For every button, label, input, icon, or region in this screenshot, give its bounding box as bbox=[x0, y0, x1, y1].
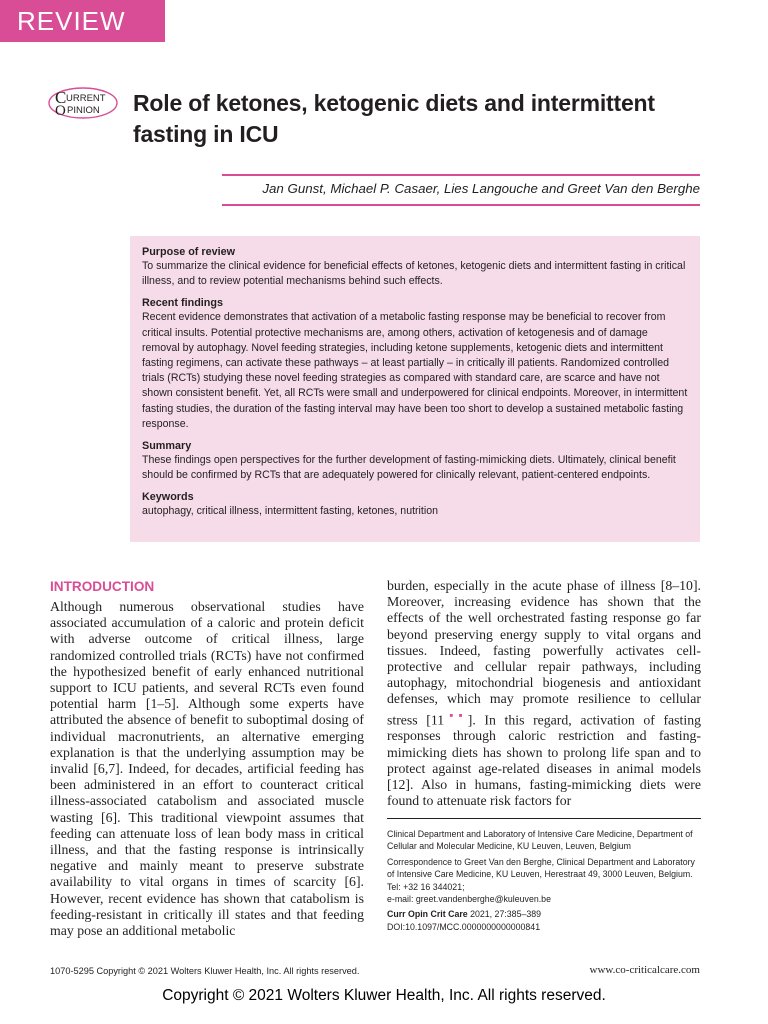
body-column-left bbox=[50, 578, 364, 939]
journal-website-link[interactable]: www.co-criticalcare.com bbox=[589, 964, 700, 976]
purpose-heading: Purpose of review bbox=[142, 246, 236, 258]
logo-line-urrent: URRENT bbox=[66, 93, 106, 104]
issn-copyright: 1070-5295 Copyright © 2021 Wolters Kluwer Health, Inc. All rights reserved. bbox=[50, 966, 360, 976]
logo-initial-o: O bbox=[55, 103, 66, 119]
keywords-heading: Keywords bbox=[142, 491, 194, 504]
copyright-notice: Copyright © 2021 Wolters Kluwer Health, Inc. All rights reserved. bbox=[162, 987, 606, 1004]
summary-text: These findings open perspectives for the further development of fasting-mimicking diets. Ultimately, clinical benefit should be confirmed by RCTs that are adequately powered for clinically relevant, patient-centered endpoints. bbox=[142, 454, 676, 482]
article-title: Role of ketones, ketogenic diets and intermittent fasting in ICU bbox=[133, 90, 655, 147]
current-opinion-logo bbox=[47, 86, 119, 120]
continued-text-a: burden, especially in the acute phase of illness [8–10]. Moreover, increasing evidence has shown that the effects of the well orchestrated fasting response go far beyond preserving energy supply to vital organs and tissues. Indeed, fasting powerfully activates cell-protective and cellular repair pathways, including autophagy, mitochondrial biogenesis and antioxidant defenses, which may promote resilience to cellular stress [11 bbox=[387, 578, 701, 728]
summary-heading: Summary bbox=[142, 440, 192, 453]
findings-text: Recent evidence demonstrates that activation of a metabolic fasting response may be beneficial to recover from critical insults. Potential protective mechanisms are, among others, activation of ketogenesis and of damage removal by autophagy. Novel feeding strategies, including ketone supplements, ketogenic diets and intermittent fasting regimens, can activate these pathways – at least partially – in critically ill patients. Randomized controlled trials (RCTs) studying these novel feeding strategies as compared with standard care, are scarce and have not shown consistent benefit. Yet, all RCTs were small and underpowered for clinical endpoints. Moreover, in intermittent fasting studies, the duration of the fasting interval may have been too short to develop a sustained metabolic fasting response. bbox=[142, 311, 688, 430]
reference-importance-marker: ▪▪ bbox=[444, 709, 468, 722]
introduction-continued-paragraph bbox=[387, 578, 701, 809]
structured-abstract bbox=[130, 236, 700, 542]
journal-citation: 2021, 27:385–389 bbox=[467, 909, 542, 920]
logo-initial-c: C bbox=[55, 88, 67, 107]
purpose-text: To summarize the clinical evidence for beneficial effects of ketones, ketogenic diets and intermittent fasting in critical illness, and to review potential mechanisms behind such effects. bbox=[142, 260, 686, 288]
introduction-heading: INTRODUCTION bbox=[50, 579, 155, 594]
correspondence-note bbox=[387, 856, 701, 906]
findings-heading: Recent findings bbox=[142, 297, 223, 310]
doi: DOI:10.1097/MCC.0000000000000841 bbox=[387, 921, 541, 932]
article-footnotes bbox=[387, 828, 701, 936]
footnote-rule bbox=[387, 818, 701, 819]
correspondence-address: Correspondence to Greet Van den Berghe, Clinical Department and Laboratory of Intensive Care Medicine, KU Leuven, Herestraat 49, 3000 Leuven, Belgium. Tel: +32 16 344021; bbox=[387, 856, 695, 892]
citation-note bbox=[387, 908, 701, 933]
author-rule-top bbox=[222, 174, 700, 176]
author-rule-bottom bbox=[222, 204, 700, 206]
logo-line-pinion: PINION bbox=[67, 105, 100, 116]
keywords-text: autophagy, critical illness, intermittent fasting, ketones, nutrition bbox=[142, 505, 438, 518]
correspondence-email: e-mail: greet.vandenberghe@kuleuven.be bbox=[387, 894, 551, 905]
introduction-paragraph: Although numerous observational studies have associated accumulation of a caloric and protein deficit with adverse outcome of critical illness, large randomized controlled trials (RCTs) have not confirmed the hypothesized benefit of early enhanced nutritional support to ICU patients, and several RCTs even found potential harm [1–5]. Although some experts have attributed the absence of benefit to suboptimal dosing of individual macronutrients, an alternative emerging explanation is that the underlying assumption may be invalid [6,7]. Indeed, for decades, artificial feeding has been administered in an effort to counteract critical illness-associated catabolism and associated muscle wasting [6]. This traditional viewpoint assumes that feeding can attenuate loss of lean body mass in critical illness, and that the fasting response is intrinsically negative and mainly meant to preserve substrate availability to vital organs in times of scarcity [6]. However, recent evidence has shown that catabolism is feeding-resistant in critically ill states and that feeding may pose an additional metabolic bbox=[50, 599, 364, 939]
continued-text-b: ]. In this regard, activation of fasting responses through caloric restriction and fasting-mimicking diets has shown to prolong life span and to protect against age-related diseases in animal models [12]. Also in humans, fasting-mimicking diets were found to attenuate risk factors for bbox=[387, 712, 702, 809]
author-list: Jan Gunst, Michael P. Casaer, Lies Langouche and Greet Van den Berghe bbox=[262, 181, 700, 196]
journal-name: Curr Opin Crit Care bbox=[387, 909, 468, 920]
review-label: REVIEW bbox=[17, 5, 126, 36]
body-column-right bbox=[387, 578, 701, 809]
review-section-tab bbox=[0, 0, 165, 42]
affiliation-note: Clinical Department and Laboratory of Intensive Care Medicine, Department of Cellular and Molecular Medicine, KU Leuven, Leuven, Belgium bbox=[387, 829, 693, 852]
